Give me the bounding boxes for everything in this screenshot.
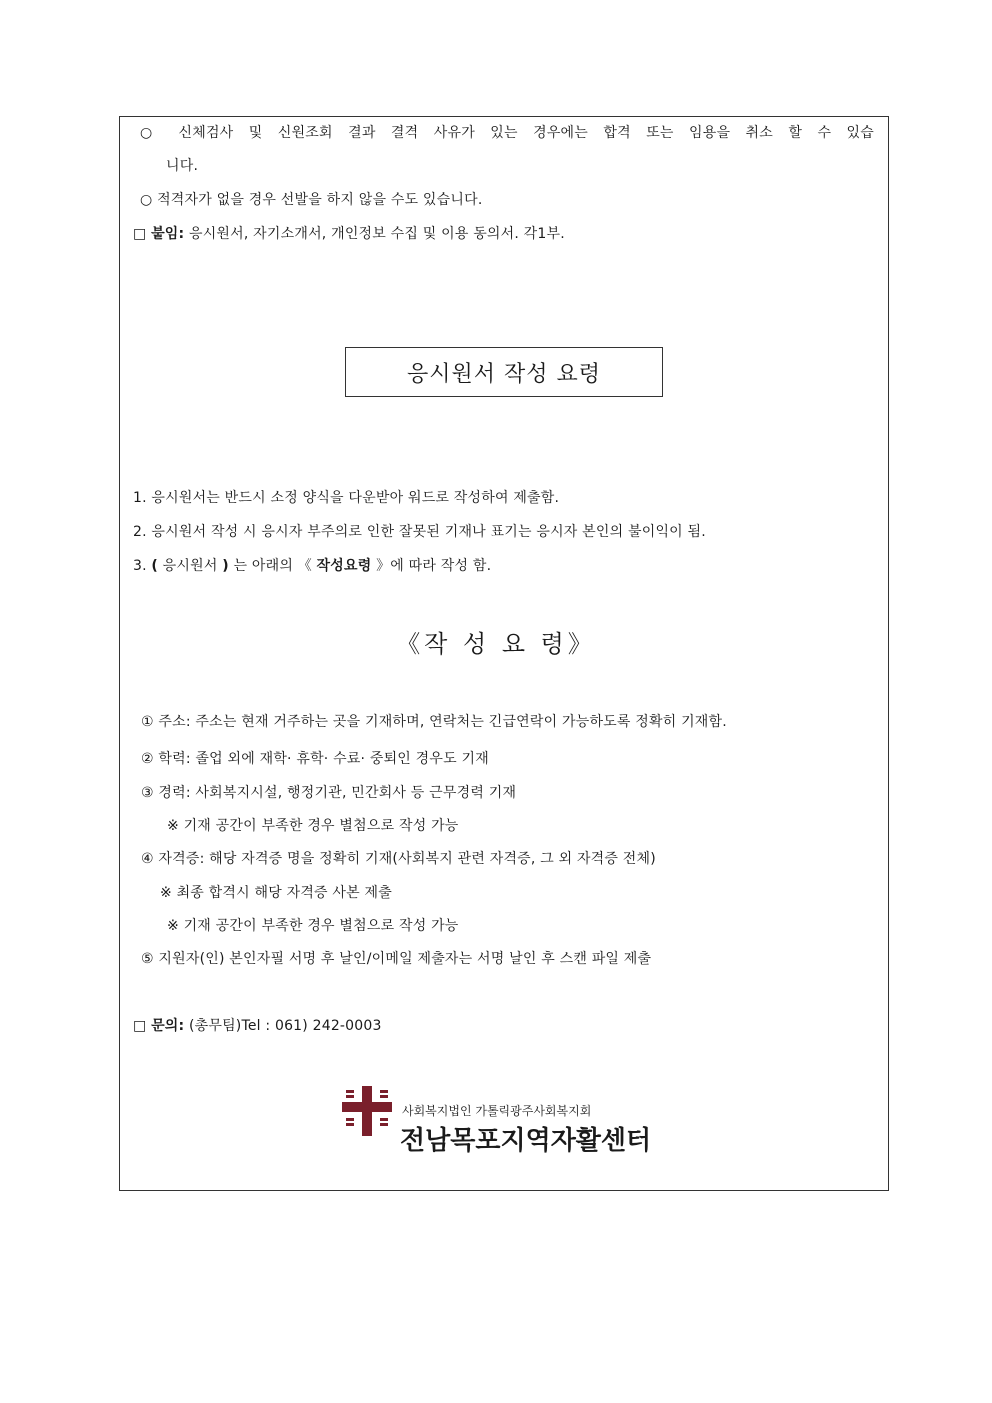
instruction-3-paren-open: ( — [151, 558, 159, 574]
contact-line — [133, 1017, 382, 1035]
instruction-2: 2. 응시원서 작성 시 응시자 부주의로 인한 잘못된 기재나 표기는 응시자 본인의 불이익이 됨. — [133, 524, 706, 540]
note-no-candidate: ○ 적격자가 없을 경우 선발을 하지 않을 수도 있습니다. — [140, 192, 483, 208]
instruction-3-form-name: 응시원서 — [158, 558, 223, 574]
attachment-line — [133, 225, 565, 243]
guide-note-career-space: ※ 기재 공간이 부족한 경우 별첨으로 작성 가능 — [167, 818, 459, 834]
guide-item-address: ① 주소: 주소는 현재 거주하는 곳을 기재하며, 연락처는 긴급연락이 가능하도록 정확히 기재함. — [141, 714, 727, 730]
instruction-3-guide-ref: 작성요령 — [316, 558, 372, 574]
instruction-1: 1. 응시원서는 반드시 소정 양식을 다운받아 워드로 작성하여 제출함. — [133, 490, 560, 506]
section-title: 응시원서 작성 요령 — [406, 361, 601, 387]
guide-note-certificate-copy: ※ 최종 합격시 해당 자격증 사본 제출 — [160, 885, 392, 901]
note-inspection: ○ 신체검사 및 신원조회 결과 결격 사유가 있는 경우에는 합격 또는 임용을 취소 할 수 있습 — [140, 125, 874, 141]
contact-text: (총무팀)Tel : 061) 242-0003 — [184, 1018, 382, 1034]
logo-organization-name: 전남목포지역자활센터 — [400, 1126, 652, 1156]
organization-logo — [340, 1084, 670, 1154]
section-title-box — [345, 347, 663, 397]
instruction-3-paren-close: ) — [222, 558, 229, 574]
instruction-3-number: 3. — [133, 558, 152, 574]
guide-item-education: ② 학력: 졸업 외에 재학· 휴학· 수료· 중퇴인 경우도 기재 — [141, 751, 489, 767]
guide-heading: 《작 성 요 령》 — [396, 630, 596, 658]
logo-subtitle: 사회복지법인 가톨릭광주사회복지회 — [402, 1104, 592, 1118]
attachment-label: 붙임: — [151, 226, 185, 242]
note-inspection-continued: 니다. — [166, 158, 199, 174]
contact-label: 문의: — [151, 1018, 185, 1034]
guide-item-career: ③ 경력: 사회복지시설, 행정기관, 민간회사 등 근무경력 기재 — [141, 785, 517, 801]
cross-hands-logo-icon — [340, 1084, 394, 1138]
attachment-text: 응시원서, 자기소개서, 개인정보 수집 및 이용 동의서. 각1부. — [184, 226, 565, 242]
guide-item-certificate: ④ 자격증: 해당 자격증 명을 정확히 기재(사회복지 관련 자격증, 그 외 자격증 전체) — [141, 851, 656, 867]
instruction-3-end: 》에 따라 작성 함. — [371, 558, 492, 574]
instruction-3-middle: 는 아래의 《 — [228, 558, 317, 574]
guide-item-signature: ⑤ 지원자(인) 본인자필 서명 후 날인/이메일 제출자는 서명 날인 후 스캔 파일 제출 — [141, 951, 652, 967]
instruction-3 — [133, 557, 491, 575]
contact-checkbox: □ — [133, 1018, 152, 1034]
guide-note-certificate-space: ※ 기재 공간이 부족한 경우 별첨으로 작성 가능 — [167, 918, 459, 934]
attachment-checkbox: □ — [133, 226, 152, 242]
